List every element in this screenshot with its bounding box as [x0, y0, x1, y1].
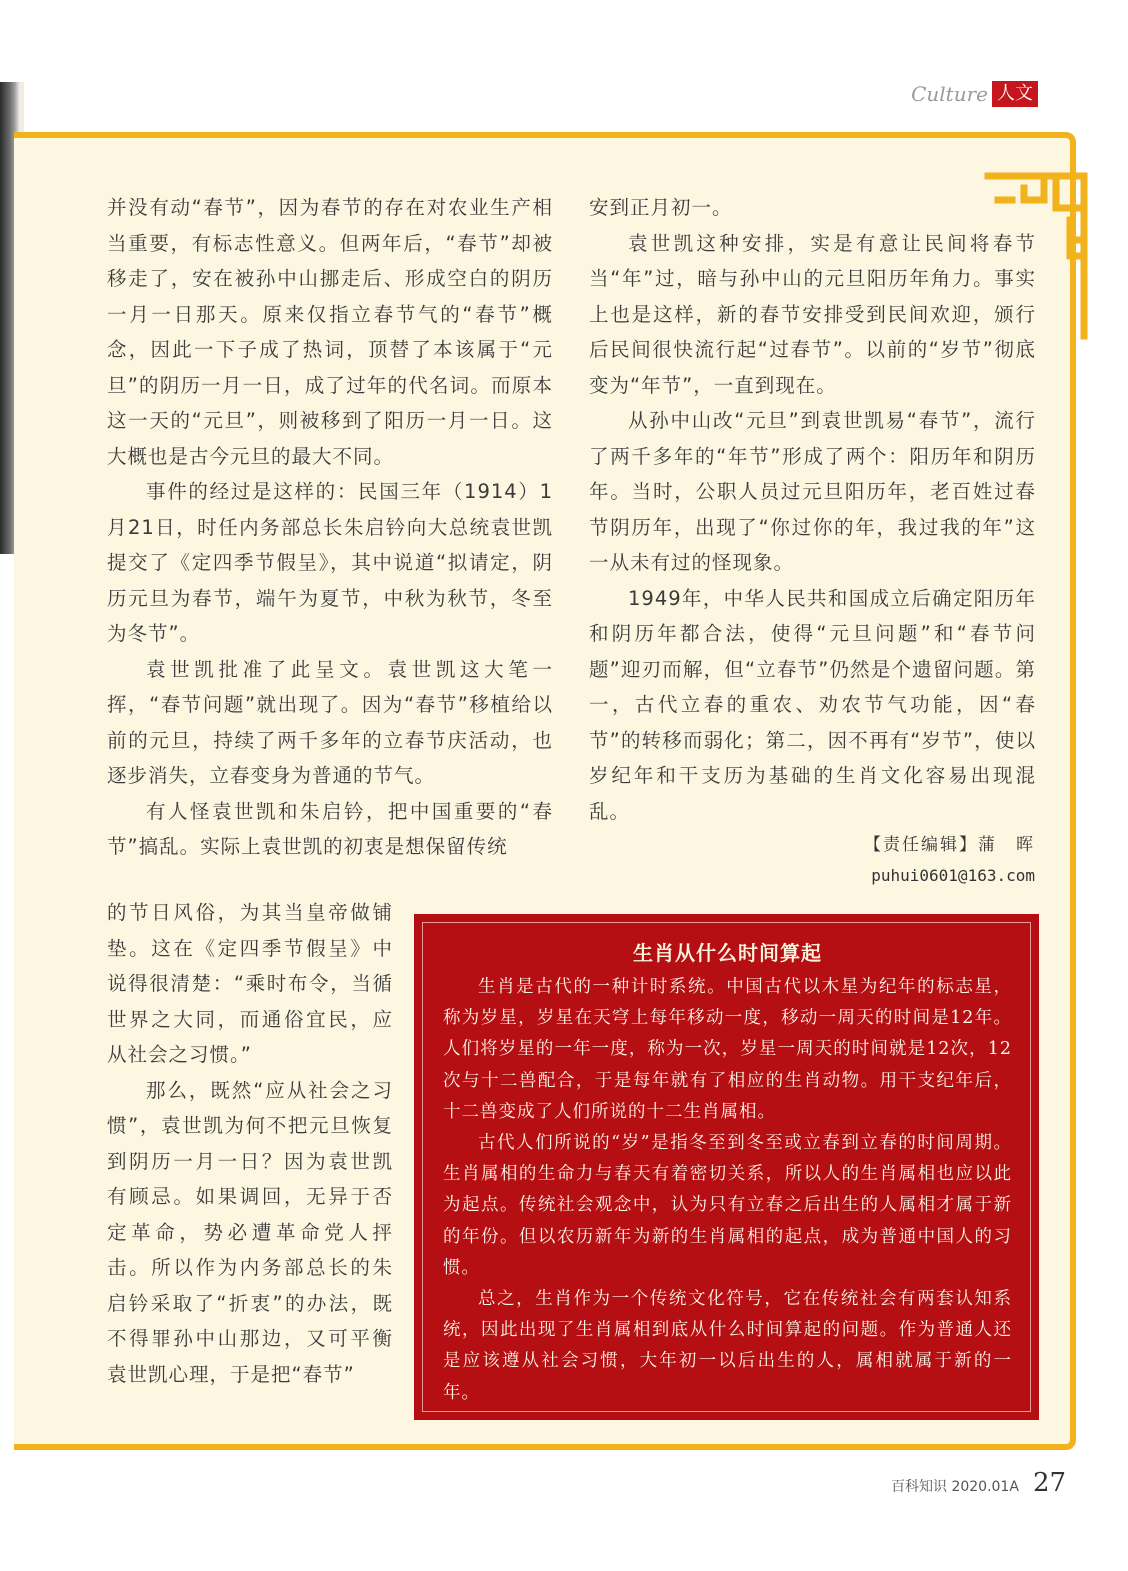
- sidebar-box: [414, 914, 1039, 1420]
- sidebar-title: 生肖从什么时间算起: [633, 941, 822, 965]
- editor-credit: 【责任编辑】蒲 晖: [864, 835, 1035, 855]
- paragraph: 1949年，中华人民共和国成立后确定阳历年和阴历年都合法，使得“元旦问题”和“春节问题”迎刃而解，但“立春节”仍然是个遗留问题。第一，古代立春的重农、劝农节气功能，因“春节”的转移而弱化；第二，因不再有“岁节”，使以岁纪年和干支历为基础的生肖文化容易出现混乱。: [589, 586, 1036, 823]
- sidebar-paragraph: 生肖是古代的一种计时系统。中国古代以木星为纪年的标志星，称为岁星，岁星在天穹上每年移动一度，移动一周天的时间是12年。人们将岁星的一年一度，称为一次，岁星一周天的时间就是12次，12次与十二兽配合，于是每年就有了相应的生肖动物。用干支纪年后，十二兽变成了人们所说的十二生肖属相。: [443, 977, 1012, 1122]
- right-column: [589, 190, 1036, 829]
- sidebar-paragraph: 古代人们所说的“岁”是指冬至到冬至或立春到立春的时间周期。生肖属相的生命力与春天有着密切关系，所以人的生肖属相也应以此为起点。传统社会观念中，认为只有立春之后出生的人属相才属于新的年份。但以农历新年为新的生肖属相的起点，成为普通中国人的习惯。: [443, 1133, 1012, 1278]
- left-column: [107, 190, 553, 865]
- sidebar-inner: [422, 922, 1031, 1412]
- sidebar-paragraph: 总之，生肖作为一个传统文化符号，它在传统社会有两套认知系统，因此出现了生肖属相到底从什么时间算起的问题。作为普通人还是应该遵从社会习惯，大年初一以后出生的人，属相就属于新的一年。: [443, 1289, 1012, 1403]
- section-tag: 人文: [992, 81, 1038, 107]
- paragraph: 事件的经过是这样的：民国三年（1914）1月21日，时任内务部总长朱启钤向大总统袁世凯提交了《定四季节假呈》，其中说道“拟请定，阴历元旦为春节，端午为夏节，中秋为秋节，冬至为冬节”。: [107, 480, 553, 645]
- paragraph: 安到正月初一。: [589, 196, 733, 219]
- paragraph: 的节日风俗，为其当皇帝做铺垫。这在《定四季节假呈》中说得很清楚：“乘时布令，当循世界之大同，而通俗宜民，应从社会之习惯。”: [107, 901, 393, 1066]
- paragraph: 从孙中山改“元旦”到袁世凯易“春节”，流行了两千多年的“年节”形成了两个：阳历年和阴历年。当时，公职人员过元旦阳历年，老百姓过春节阴历年，出现了“你过你的年，我过我的年”这一从未有过的怪现象。: [589, 409, 1036, 574]
- paragraph: 袁世凯批准了此呈文。袁世凯这大笔一挥，“春节问题”就出现了。因为“春节”移植给以前的元旦，持续了两千多年的立春节庆活动，也逐步消失，立春变身为普通的节气。: [107, 657, 553, 787]
- section-label-en: Culture: [911, 82, 988, 106]
- magazine-issue: 百科知识 2020.01A: [891, 1479, 1019, 1495]
- editor-email: puhui0601@163.com: [871, 866, 1035, 885]
- left-column-continued: [107, 895, 393, 1392]
- page-number: 27: [1033, 1468, 1067, 1498]
- section-header: [911, 80, 1038, 108]
- paragraph: 袁世凯这种安排，实是有意让民间将春节当“年”过，暗与孙中山的元旦阳历年角力。事实上也是这样，新的春节安排受到民间欢迎，颁行后民间很快流行起“过春节”。以前的“岁节”彻底变为“年节”，一直到现在。: [589, 231, 1036, 397]
- paragraph: 并没有动“春节”，因为春节的存在对农业生产相当重要，有标志性意义。但两年后，“春节”却被移走了，安在被孙中山挪走后、形成空白的阴历一月一日那天。原来仅指立春节气的“春节”概念，因此一下子成了热词，顶替了本该属于“元旦”的阴历一月一日，成了过年的代名词。而原本这一天的“元旦”，则被移到了阳历一月一日。这大概也是古今元旦的最大不同。: [107, 196, 553, 468]
- paragraph: 有人怪袁世凯和朱启钤，把中国重要的“春节”搞乱。实际上袁世凯的初衷是想保留传统: [107, 799, 553, 858]
- paragraph: 那么，既然“应从社会之习惯”，袁世凯为何不把元旦恢复到阴历一月一日？因为袁世凯有顾忌。如果调回，无异于否定革命，势必遭革命党人抨击。所以作为内务部总长的朱启钤采取了“折衷”的办法，既不得罪孙中山那边，又可平衡袁世凯心理，于是把“春节”: [107, 1078, 393, 1386]
